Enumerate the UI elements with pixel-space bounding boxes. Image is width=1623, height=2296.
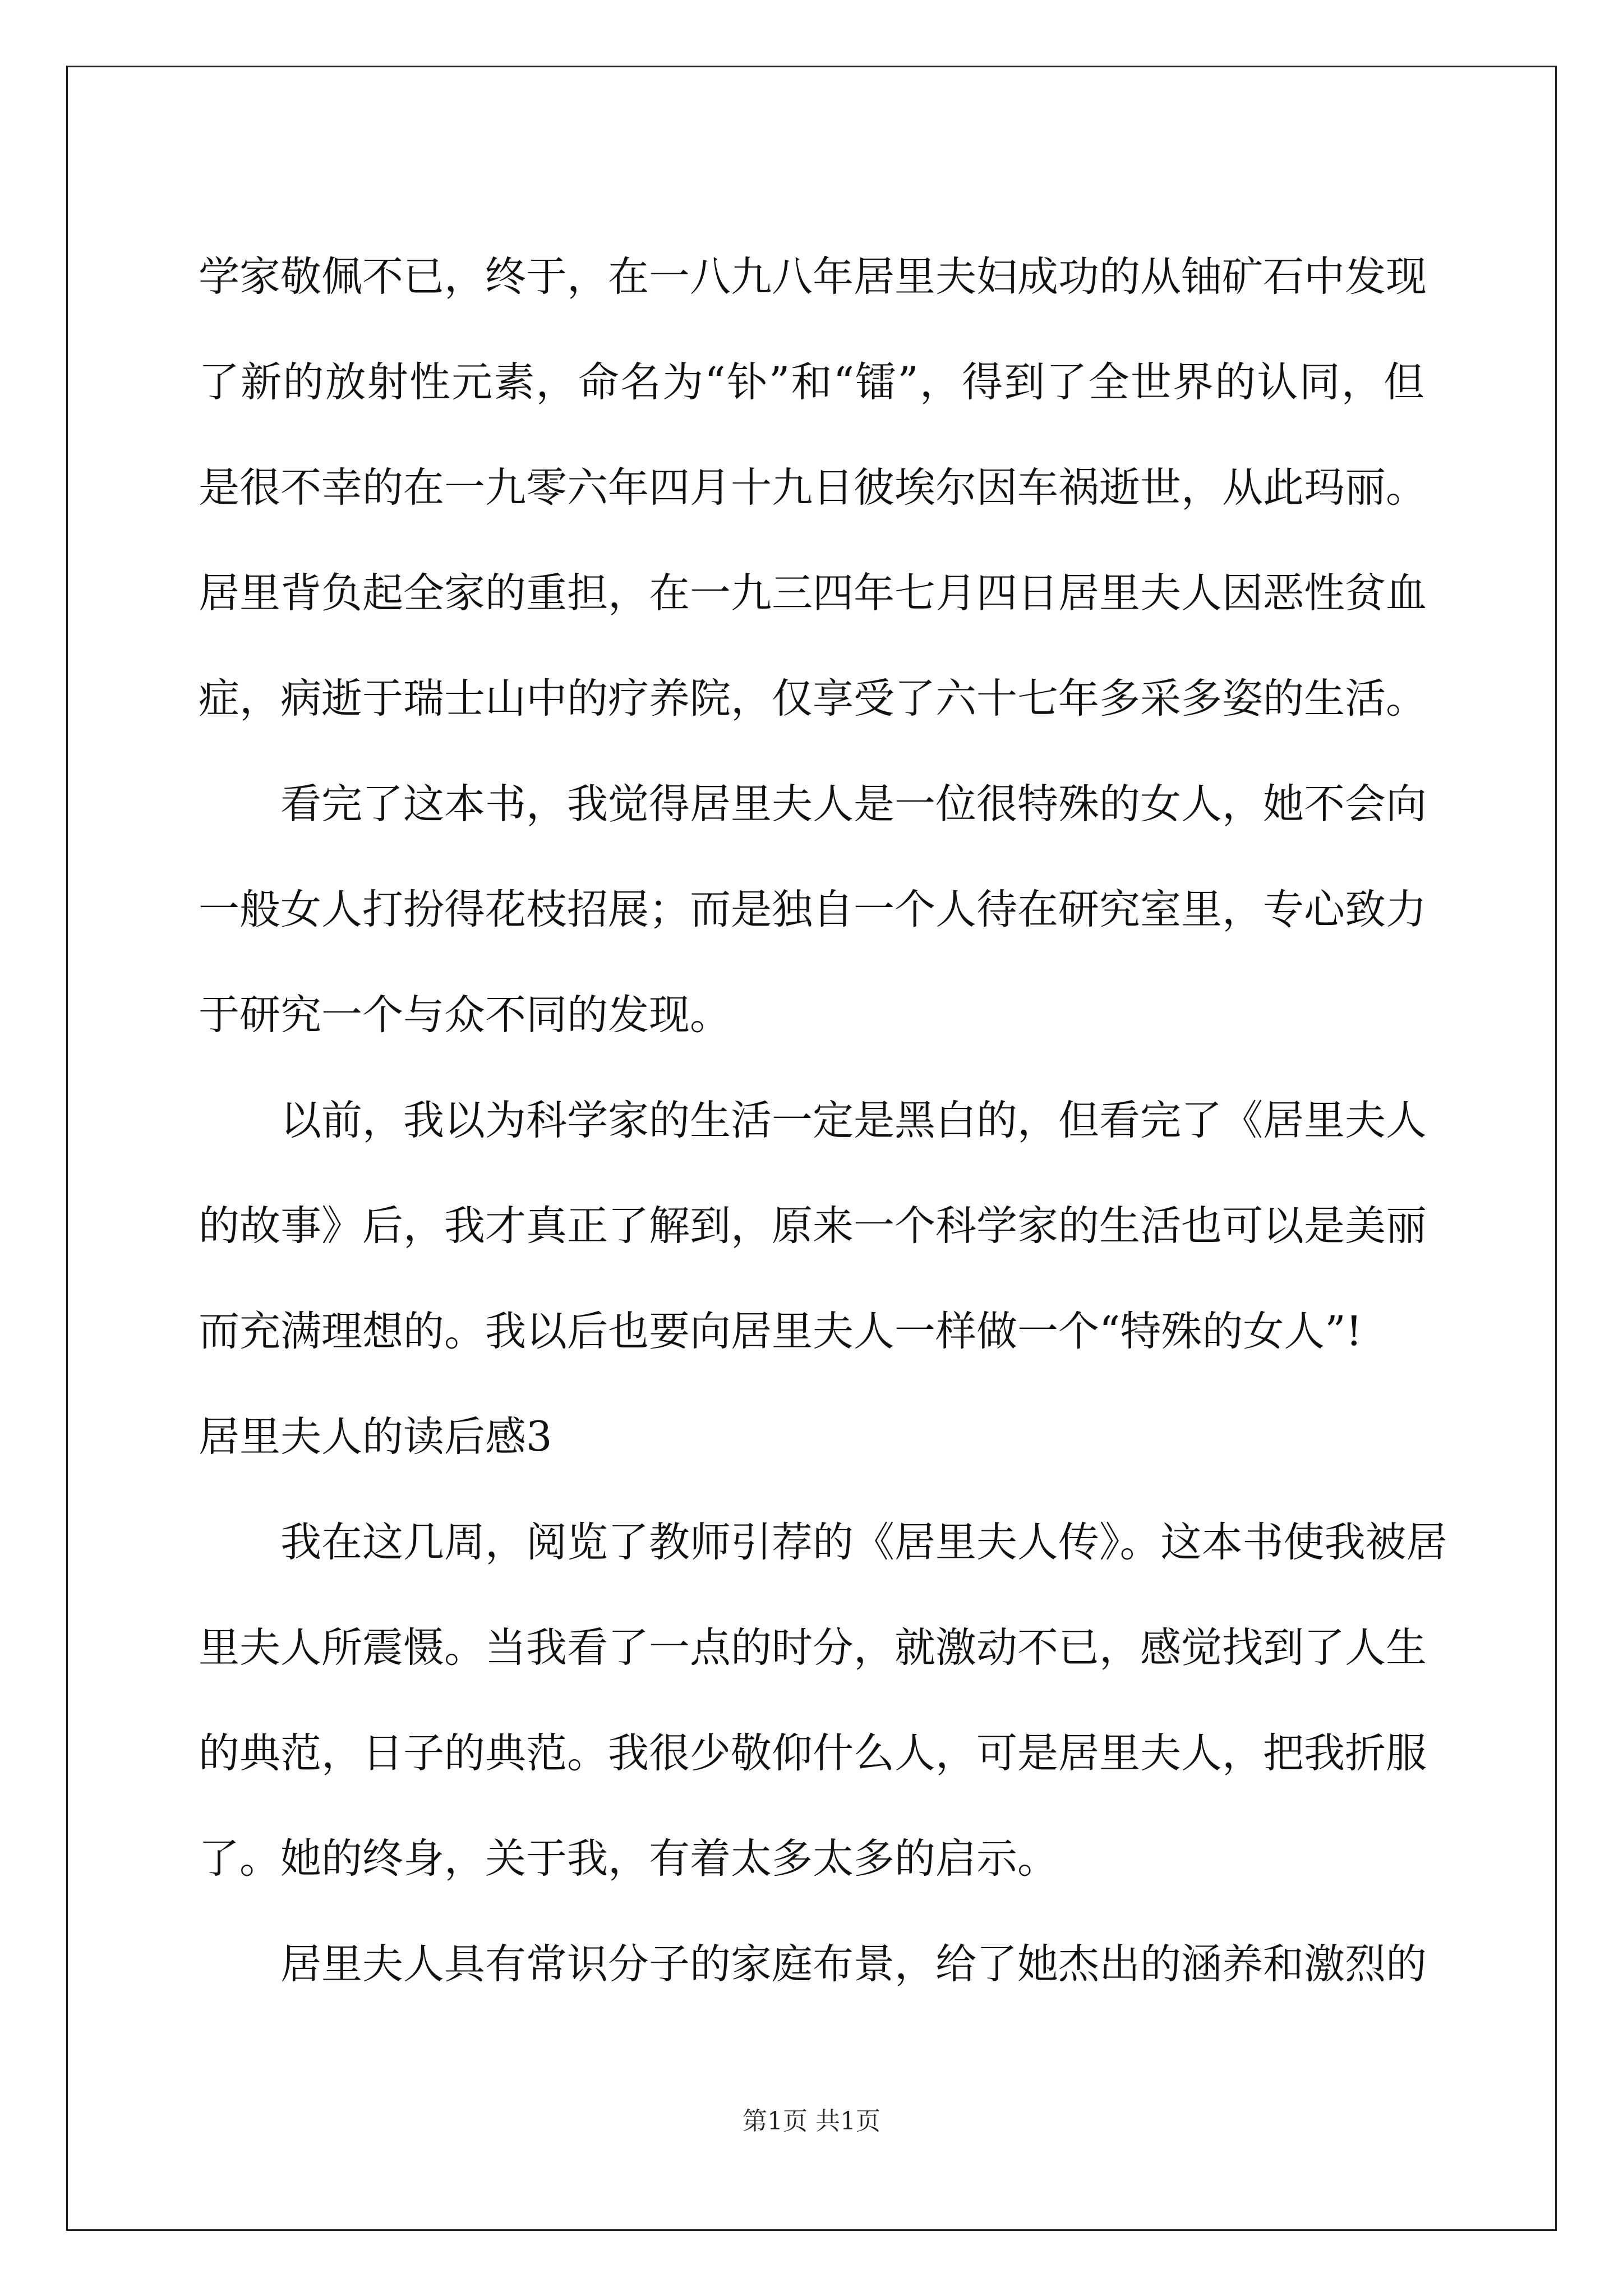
paragraph-2	[199, 752, 1427, 1068]
text-line: 以前，我以为科学家的生活一定是黑白的，但看完了《居里夫人	[280, 1097, 1427, 1144]
paragraph-3	[199, 1068, 1427, 1384]
text-line: 了新的放射性元素，命名为“钋”和“镭”，得到了全世界的认同，但	[199, 358, 1424, 406]
text-line: 我在这几周，阅览了教师引荐的《居里夫人传》。这本书使我被居	[280, 1519, 1447, 1566]
text-line: 症，病逝于瑞士山中的疗养院，仅享受了六十七年多采多姿的生活。	[199, 675, 1427, 723]
text-line: 的故事》后，我才真正了解到，原来一个科学家的生活也可以是美丽	[199, 1202, 1427, 1250]
text-line: 了。她的终身，关于我，有着太多太多的启示。	[199, 1835, 1058, 1883]
text-line: 一般女人打扮得花枝招展；而是独自一个人待在研究室里，专心致力	[199, 886, 1427, 933]
text-line: 学家敬佩不已，终于，在一八九八年居里夫妇成功的从铀矿石中发现	[199, 253, 1427, 301]
text-line: 而充满理想的。我以后也要向居里夫人一样做一个“特殊的女人”!	[199, 1308, 1362, 1355]
text-line: 于研究一个与众不同的发现。	[199, 991, 731, 1039]
section-heading: 居里夫人的读后感3	[199, 1413, 552, 1461]
page-number-footer: 第1页 共1页	[743, 2107, 880, 2136]
text-line: 的典范，日子的典范。我很少敬仰什么人，可是居里夫人，把我折服	[199, 1729, 1427, 1777]
document-body	[199, 224, 1447, 2017]
text-line: 居里夫人具有常识分子的家庭布景，给了她杰出的涵养和激烈的	[280, 1940, 1427, 1988]
text-line: 居里背负起全家的重担，在一九三四年七月四日居里夫人因恶性贫血	[199, 569, 1427, 617]
text-line: 里夫人所震慑。当我看了一点的时分，就激动不已，感觉找到了人生	[199, 1624, 1427, 1672]
text-line: 是很不幸的在一九零六年四月十九日彼埃尔因车祸逝世，从此玛丽。	[199, 464, 1427, 512]
paragraph-5	[199, 1912, 1427, 2017]
text-line: 看完了这本书，我觉得居里夫人是一位很特殊的女人，她不会向	[280, 780, 1427, 828]
paragraph-4	[199, 1490, 1447, 1912]
paragraph-1	[199, 224, 1427, 752]
